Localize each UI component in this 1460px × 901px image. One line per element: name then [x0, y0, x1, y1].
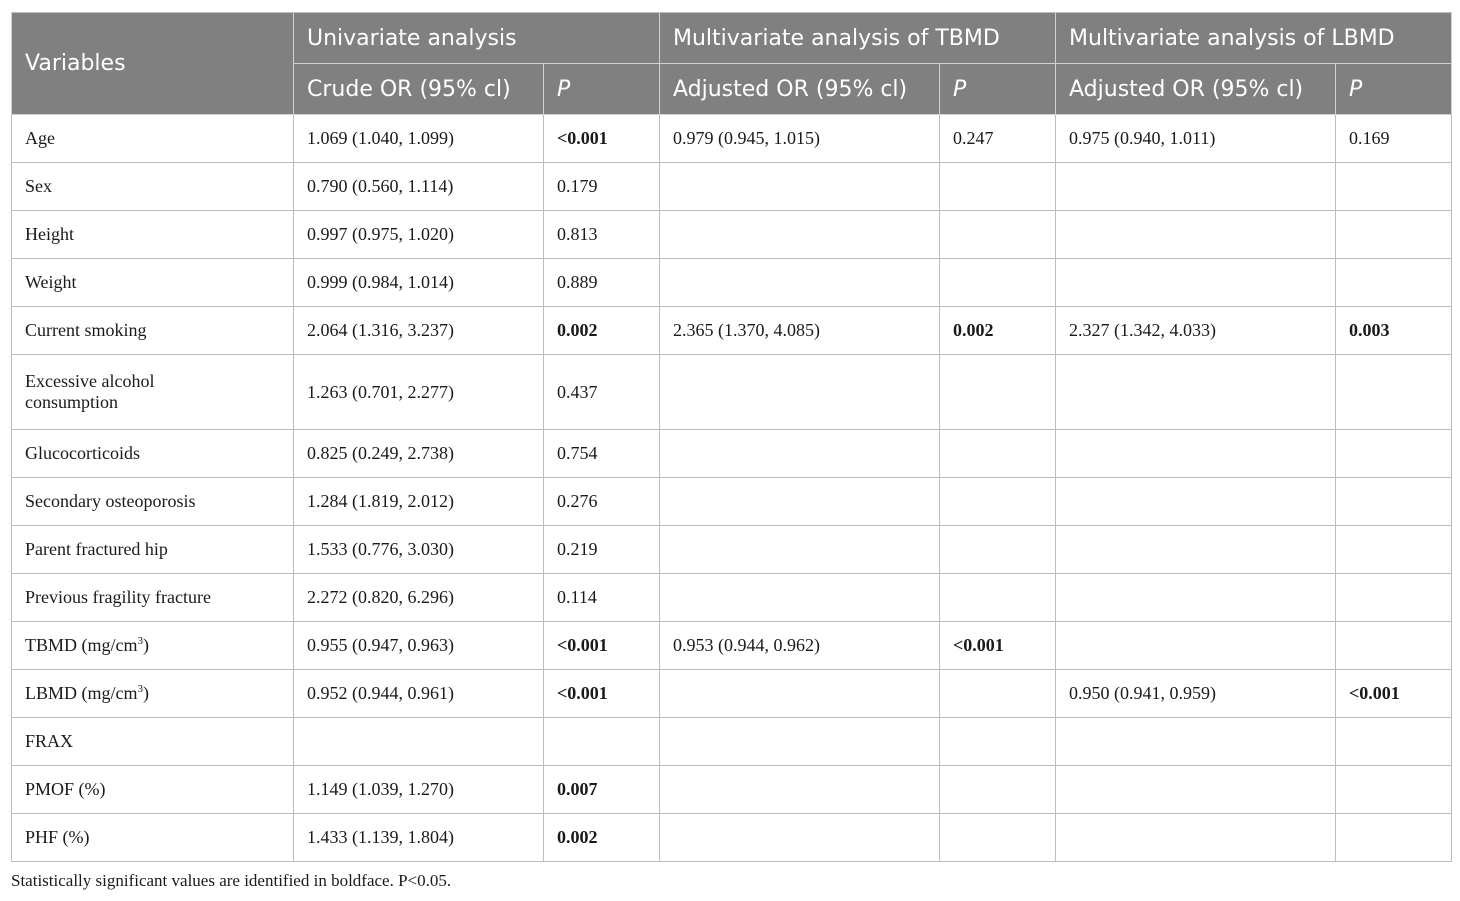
- adjusted-or-tbmd-cell: [660, 814, 940, 862]
- p-lbmd-cell: [1336, 814, 1452, 862]
- variable-cell: Height: [12, 211, 294, 259]
- crude-or-cell: 0.825 (0.249, 2.738): [294, 430, 544, 478]
- p-value-cell: 0.437: [544, 355, 660, 430]
- adjusted-or-tbmd-cell: [660, 766, 940, 814]
- adjusted-or-lbmd-cell: [1056, 574, 1336, 622]
- p-lbmd-cell: 0.003: [1336, 307, 1452, 355]
- table-row: [12, 766, 1452, 814]
- p-value-cell: <0.001: [544, 622, 660, 670]
- p-tbmd-cell: <0.001: [940, 622, 1056, 670]
- adjusted-or-tbmd-cell: [660, 259, 940, 307]
- p-lbmd-cell: <0.001: [1336, 670, 1452, 718]
- adjusted-or-tbmd-cell: 0.979 (0.945, 1.015): [660, 115, 940, 163]
- p-tbmd-cell: [940, 163, 1056, 211]
- variable-cell: Glucocorticoids: [12, 430, 294, 478]
- p-lbmd-cell: 0.169: [1336, 115, 1452, 163]
- p-tbmd-cell: [940, 526, 1056, 574]
- p-lbmd-cell: [1336, 430, 1452, 478]
- crude-or-cell: 2.064 (1.316, 3.237): [294, 307, 544, 355]
- header-multivariate-tbmd: Multivariate analysis of TBMD: [660, 13, 1056, 64]
- crude-or-cell: 1.284 (1.819, 2.012): [294, 478, 544, 526]
- adjusted-or-tbmd-cell: [660, 355, 940, 430]
- variable-label-end: ): [143, 683, 149, 703]
- adjusted-or-lbmd-cell: [1056, 814, 1336, 862]
- p-tbmd-cell: [940, 259, 1056, 307]
- crude-or-cell: 1.263 (0.701, 2.277): [294, 355, 544, 430]
- adjusted-or-tbmd-cell: [660, 211, 940, 259]
- p-lbmd-cell: [1336, 355, 1452, 430]
- table-row: [12, 355, 1452, 430]
- header-p-label: P: [1349, 76, 1363, 102]
- p-value-cell: 0.889: [544, 259, 660, 307]
- p-value-cell: <0.001: [544, 670, 660, 718]
- adjusted-or-lbmd-cell: [1056, 622, 1336, 670]
- adjusted-or-tbmd-cell: [660, 670, 940, 718]
- variable-line: consumption: [25, 392, 118, 412]
- variable-label-end: ): [143, 635, 149, 655]
- crude-or-cell: 0.955 (0.947, 0.963): [294, 622, 544, 670]
- adjusted-or-tbmd-cell: [660, 163, 940, 211]
- adjusted-or-lbmd-cell: [1056, 211, 1336, 259]
- variable-label: TBMD (mg/cm: [25, 635, 138, 655]
- p-lbmd-cell: [1336, 211, 1452, 259]
- adjusted-or-lbmd-cell: [1056, 259, 1336, 307]
- p-lbmd-cell: [1336, 163, 1452, 211]
- adjusted-or-tbmd-cell: [660, 574, 940, 622]
- table-row: [12, 211, 1452, 259]
- table-row: [12, 622, 1452, 670]
- adjusted-or-lbmd-cell: 0.950 (0.941, 0.959): [1056, 670, 1336, 718]
- p-tbmd-cell: [940, 574, 1056, 622]
- table-row: [12, 478, 1452, 526]
- p-lbmd-cell: [1336, 259, 1452, 307]
- table-row: [12, 670, 1452, 718]
- adjusted-or-tbmd-cell: 2.365 (1.370, 4.085): [660, 307, 940, 355]
- variable-cell: Sex: [12, 163, 294, 211]
- adjusted-or-tbmd-cell: 0.953 (0.944, 0.962): [660, 622, 940, 670]
- adjusted-or-tbmd-cell: [660, 526, 940, 574]
- header-p-lbmd: [1336, 64, 1452, 115]
- p-value-cell: 0.754: [544, 430, 660, 478]
- table-row: [12, 430, 1452, 478]
- header-adjusted-or-lbmd: Adjusted OR (95% cl): [1056, 64, 1336, 115]
- crude-or-cell: 1.149 (1.039, 1.270): [294, 766, 544, 814]
- adjusted-or-lbmd-cell: [1056, 355, 1336, 430]
- variable-cell: [12, 622, 294, 670]
- adjusted-or-lbmd-cell: [1056, 478, 1336, 526]
- crude-or-cell: 0.999 (0.984, 1.014): [294, 259, 544, 307]
- variable-cell: Secondary osteoporosis: [12, 478, 294, 526]
- p-tbmd-cell: 0.247: [940, 115, 1056, 163]
- crude-or-cell: 0.790 (0.560, 1.114): [294, 163, 544, 211]
- p-value-cell: <0.001: [544, 115, 660, 163]
- table-row: [12, 115, 1452, 163]
- regression-table: [11, 12, 1452, 862]
- variable-label: LBMD (mg/cm: [25, 683, 138, 703]
- header-adjusted-or-tbmd: Adjusted OR (95% cl): [660, 64, 940, 115]
- p-lbmd-cell: [1336, 622, 1452, 670]
- p-value-cell: 0.002: [544, 814, 660, 862]
- variable-cell: Current smoking: [12, 307, 294, 355]
- variable-cell: Weight: [12, 259, 294, 307]
- variable-cell: Previous fragility fracture: [12, 574, 294, 622]
- table-header: [12, 13, 1452, 115]
- header-variables: Variables: [12, 13, 294, 115]
- header-p-tbmd: [940, 64, 1056, 115]
- table-body: [12, 115, 1452, 862]
- p-tbmd-cell: [940, 355, 1056, 430]
- variable-cell: PHF (%): [12, 814, 294, 862]
- p-lbmd-cell: [1336, 478, 1452, 526]
- header-p-univariate: [544, 64, 660, 115]
- p-value-cell: 0.114: [544, 574, 660, 622]
- header-p-label: P: [953, 76, 967, 102]
- adjusted-or-lbmd-cell: [1056, 766, 1336, 814]
- crude-or-cell: 1.533 (0.776, 3.030): [294, 526, 544, 574]
- adjusted-or-lbmd-cell: 2.327 (1.342, 4.033): [1056, 307, 1336, 355]
- crude-or-cell: [294, 718, 544, 766]
- variable-cell: Age: [12, 115, 294, 163]
- p-value-cell: 0.276: [544, 478, 660, 526]
- p-tbmd-cell: [940, 430, 1056, 478]
- variable-line: Excessive alcohol: [25, 371, 155, 391]
- p-lbmd-cell: [1336, 766, 1452, 814]
- crude-or-cell: 1.069 (1.040, 1.099): [294, 115, 544, 163]
- crude-or-cell: 2.272 (0.820, 6.296): [294, 574, 544, 622]
- table-row: [12, 163, 1452, 211]
- variable-cell: FRAX: [12, 718, 294, 766]
- table-footnote: Statistically significant values are identified in boldface. P<0.05.: [11, 871, 452, 890]
- adjusted-or-lbmd-cell: [1056, 163, 1336, 211]
- p-tbmd-cell: [940, 211, 1056, 259]
- table-row: [12, 307, 1452, 355]
- p-tbmd-cell: 0.002: [940, 307, 1056, 355]
- p-value-cell: 0.179: [544, 163, 660, 211]
- p-tbmd-cell: [940, 814, 1056, 862]
- crude-or-cell: 1.433 (1.139, 1.804): [294, 814, 544, 862]
- superscript: 3: [137, 635, 143, 647]
- results-table-container: [11, 12, 1449, 862]
- adjusted-or-lbmd-cell: [1056, 718, 1336, 766]
- table-row: [12, 259, 1452, 307]
- table-row: [12, 574, 1452, 622]
- adjusted-or-tbmd-cell: [660, 430, 940, 478]
- header-crude-or: Crude OR (95% cl): [294, 64, 544, 115]
- crude-or-cell: 0.997 (0.975, 1.020): [294, 211, 544, 259]
- header-univariate: Univariate analysis: [294, 13, 660, 64]
- variable-cell: PMOF (%): [12, 766, 294, 814]
- adjusted-or-lbmd-cell: [1056, 430, 1336, 478]
- variable-cell: Parent fractured hip: [12, 526, 294, 574]
- adjusted-or-tbmd-cell: [660, 718, 940, 766]
- table-row: [12, 718, 1452, 766]
- table-row: [12, 814, 1452, 862]
- p-value-cell: 0.007: [544, 766, 660, 814]
- p-tbmd-cell: [940, 478, 1056, 526]
- adjusted-or-tbmd-cell: [660, 478, 940, 526]
- header-p-label: P: [557, 76, 571, 102]
- crude-or-cell: 0.952 (0.944, 0.961): [294, 670, 544, 718]
- p-tbmd-cell: [940, 670, 1056, 718]
- adjusted-or-lbmd-cell: [1056, 526, 1336, 574]
- adjusted-or-lbmd-cell: 0.975 (0.940, 1.011): [1056, 115, 1336, 163]
- superscript: 3: [137, 683, 143, 695]
- p-value-cell: 0.813: [544, 211, 660, 259]
- variable-cell: [12, 670, 294, 718]
- p-lbmd-cell: [1336, 526, 1452, 574]
- p-value-cell: 0.002: [544, 307, 660, 355]
- p-value-cell: [544, 718, 660, 766]
- p-tbmd-cell: [940, 766, 1056, 814]
- p-tbmd-cell: [940, 718, 1056, 766]
- p-lbmd-cell: [1336, 574, 1452, 622]
- p-value-cell: 0.219: [544, 526, 660, 574]
- table-row: [12, 526, 1452, 574]
- p-lbmd-cell: [1336, 718, 1452, 766]
- variable-cell: [12, 355, 294, 430]
- header-multivariate-lbmd: Multivariate analysis of LBMD: [1056, 13, 1452, 64]
